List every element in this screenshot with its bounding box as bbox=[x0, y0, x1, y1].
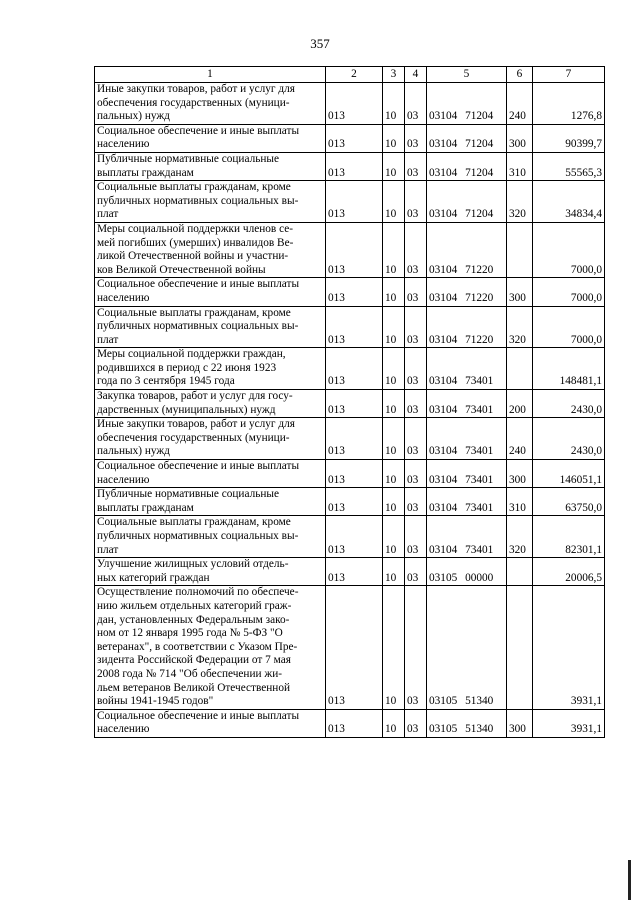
table-row bbox=[95, 709, 605, 737]
budget-table bbox=[94, 66, 605, 738]
row-name-line: Меры социальной поддержки граждан, bbox=[97, 348, 286, 361]
row-name bbox=[95, 306, 326, 348]
row-name bbox=[95, 278, 326, 306]
row-name bbox=[95, 488, 326, 516]
row-subsection: 03 bbox=[405, 222, 427, 277]
row-expense-type: 310 bbox=[507, 488, 533, 516]
row-target-article: 03104 71204 bbox=[427, 152, 507, 180]
row-amount: 2430,0 bbox=[533, 390, 605, 418]
row-subsection: 03 bbox=[405, 558, 427, 586]
row-name bbox=[95, 586, 326, 709]
row-name-line: Социальное обеспечение и иные выплаты bbox=[97, 278, 300, 291]
row-name-line: публичных нормативных социальных вы- bbox=[97, 320, 299, 333]
row-expense-type bbox=[507, 586, 533, 709]
row-amount: 20006,5 bbox=[533, 558, 605, 586]
row-name-line: ном от 12 января 1995 года № 5-ФЗ "О bbox=[97, 627, 283, 640]
row-name-line: года по 3 сентября 1945 года bbox=[97, 375, 235, 388]
row-name-line: плат bbox=[97, 543, 119, 556]
row-section: 10 bbox=[383, 83, 405, 125]
header-col-1: 1 bbox=[95, 67, 326, 83]
row-name-line: публичных нормативных социальных вы- bbox=[97, 194, 299, 207]
row-section: 10 bbox=[383, 278, 405, 306]
row-expense-type: 240 bbox=[507, 83, 533, 125]
row-ministry-code: 013 bbox=[326, 390, 383, 418]
row-name-line: населению bbox=[97, 473, 150, 486]
row-ministry-code: 013 bbox=[326, 488, 383, 516]
row-name-line: родившихся в период с 22 июня 1923 bbox=[97, 361, 277, 374]
row-name-line: публичных нормативных социальных вы- bbox=[97, 530, 299, 542]
row-target-article: 03104 71220 bbox=[427, 306, 507, 348]
row-name-line: ликой Отечественной войны и участни- bbox=[97, 250, 289, 263]
row-ministry-code: 013 bbox=[326, 83, 383, 125]
row-name-line: льем ветеранов Великой Отечественной bbox=[97, 681, 291, 694]
table-row bbox=[95, 124, 605, 152]
row-name-line: нию жильем отдельных категорий граж- bbox=[97, 599, 292, 612]
table-row bbox=[95, 152, 605, 180]
row-name-line: плат bbox=[97, 333, 119, 346]
row-expense-type: 300 bbox=[507, 709, 533, 737]
row-section: 10 bbox=[383, 460, 405, 488]
row-amount: 82301,1 bbox=[533, 516, 605, 558]
header-col-7: 7 bbox=[533, 67, 605, 83]
header-col-6: 6 bbox=[507, 67, 533, 83]
row-name-line: плат bbox=[97, 208, 119, 221]
row-amount: 1276,8 bbox=[533, 83, 605, 125]
row-target-article: 03104 73401 bbox=[427, 390, 507, 418]
row-amount: 7000,0 bbox=[533, 222, 605, 277]
row-subsection: 03 bbox=[405, 488, 427, 516]
row-section: 10 bbox=[383, 222, 405, 277]
table-row bbox=[95, 418, 605, 460]
row-name-line: Социальное обеспечение и иные выплаты bbox=[97, 460, 300, 473]
row-name-line: ных категорий граждан bbox=[97, 571, 210, 584]
row-ministry-code: 013 bbox=[326, 222, 383, 277]
table-row bbox=[95, 306, 605, 348]
row-amount: 7000,0 bbox=[533, 278, 605, 306]
row-target-article: 03105 51340 bbox=[427, 586, 507, 709]
row-section: 10 bbox=[383, 488, 405, 516]
row-subsection: 03 bbox=[405, 418, 427, 460]
row-name bbox=[95, 83, 326, 125]
row-name-line: выплаты гражданам bbox=[97, 501, 194, 514]
row-name-line: населению bbox=[97, 723, 150, 736]
row-ministry-code: 013 bbox=[326, 460, 383, 488]
row-expense-type bbox=[507, 222, 533, 277]
row-section: 10 bbox=[383, 124, 405, 152]
row-expense-type: 300 bbox=[507, 460, 533, 488]
header-col-2: 2 bbox=[326, 67, 383, 83]
row-ministry-code: 013 bbox=[326, 516, 383, 558]
table-body bbox=[95, 83, 605, 738]
table-row bbox=[95, 83, 605, 125]
row-amount: 7000,0 bbox=[533, 306, 605, 348]
row-name-line: дан, установленных Федеральным зако- bbox=[97, 613, 290, 626]
row-subsection: 03 bbox=[405, 390, 427, 418]
row-amount: 63750,0 bbox=[533, 488, 605, 516]
row-expense-type: 310 bbox=[507, 152, 533, 180]
row-section: 10 bbox=[383, 306, 405, 348]
row-expense-type bbox=[507, 558, 533, 586]
row-amount: 3931,1 bbox=[533, 709, 605, 737]
row-target-article: 03104 73401 bbox=[427, 516, 507, 558]
row-amount: 34834,4 bbox=[533, 181, 605, 223]
page-number: 357 bbox=[310, 36, 330, 51]
row-target-article: 03105 51340 bbox=[427, 709, 507, 737]
row-ministry-code: 013 bbox=[326, 181, 383, 223]
row-amount: 90399,7 bbox=[533, 124, 605, 152]
row-name-line: Закупка товаров, работ и услуг для госу- bbox=[97, 390, 293, 403]
row-expense-type bbox=[507, 348, 533, 390]
table-row bbox=[95, 558, 605, 586]
row-target-article: 03104 71220 bbox=[427, 222, 507, 277]
row-ministry-code: 013 bbox=[326, 306, 383, 348]
table-row bbox=[95, 460, 605, 488]
row-name bbox=[95, 516, 326, 558]
row-name-line: Публичные нормативные социальные bbox=[97, 488, 280, 501]
table-header bbox=[95, 67, 605, 83]
row-name bbox=[95, 558, 326, 586]
row-name-line: Меры социальной поддержки членов се- bbox=[97, 222, 293, 235]
table-row bbox=[95, 516, 605, 558]
row-name-line: обеспечения государственных (муници- bbox=[97, 431, 290, 444]
row-amount: 55565,3 bbox=[533, 152, 605, 180]
row-name-line: ветеранах", в соответствии с Указом Пре- bbox=[97, 640, 298, 653]
table-row bbox=[95, 488, 605, 516]
row-target-article: 03104 73401 bbox=[427, 460, 507, 488]
row-name-line: Социальные выплаты гражданам, кроме bbox=[97, 306, 291, 319]
row-name bbox=[95, 152, 326, 180]
row-ministry-code: 013 bbox=[326, 348, 383, 390]
header-row bbox=[95, 67, 605, 83]
row-target-article: 03104 73401 bbox=[427, 488, 507, 516]
row-name-line: обеспечения государственных (муници- bbox=[97, 96, 290, 109]
row-expense-type: 200 bbox=[507, 390, 533, 418]
row-ministry-code: 013 bbox=[326, 418, 383, 460]
row-name-line: Иные закупки товаров, работ и услуг для bbox=[97, 83, 295, 95]
row-ministry-code: 013 bbox=[326, 709, 383, 737]
row-expense-type: 320 bbox=[507, 306, 533, 348]
row-subsection: 03 bbox=[405, 124, 427, 152]
row-subsection: 03 bbox=[405, 181, 427, 223]
table-row bbox=[95, 586, 605, 709]
row-name bbox=[95, 460, 326, 488]
row-section: 10 bbox=[383, 152, 405, 180]
row-name-line: выплаты гражданам bbox=[97, 166, 194, 179]
row-name-line: Публичные нормативные социальные bbox=[97, 152, 280, 165]
row-section: 10 bbox=[383, 709, 405, 737]
row-target-article: 03104 71204 bbox=[427, 83, 507, 125]
row-name-line: дарственных (муниципальных) нужд bbox=[97, 403, 276, 416]
row-name-line: Социальное обеспечение и иные выплаты bbox=[97, 124, 300, 137]
row-section: 10 bbox=[383, 558, 405, 586]
row-expense-type: 320 bbox=[507, 516, 533, 558]
row-name bbox=[95, 418, 326, 460]
row-name bbox=[95, 124, 326, 152]
row-section: 10 bbox=[383, 418, 405, 460]
row-target-article: 03104 71220 bbox=[427, 278, 507, 306]
row-subsection: 03 bbox=[405, 460, 427, 488]
row-expense-type: 240 bbox=[507, 418, 533, 460]
row-name bbox=[95, 181, 326, 223]
row-subsection: 03 bbox=[405, 306, 427, 348]
row-name-line: 2008 года № 714 "Об обеспечении жи- bbox=[97, 667, 282, 680]
scan-edge-mark bbox=[628, 860, 631, 900]
row-section: 10 bbox=[383, 390, 405, 418]
row-name bbox=[95, 709, 326, 737]
row-target-article: 03104 73401 bbox=[427, 348, 507, 390]
row-subsection: 03 bbox=[405, 709, 427, 737]
row-section: 10 bbox=[383, 516, 405, 558]
table-row bbox=[95, 278, 605, 306]
row-name-line: населению bbox=[97, 291, 150, 304]
header-col-5: 5 bbox=[427, 67, 507, 83]
table-row bbox=[95, 390, 605, 418]
table-row bbox=[95, 181, 605, 223]
row-name-line: Иные закупки товаров, работ и услуг для bbox=[97, 418, 295, 431]
row-subsection: 03 bbox=[405, 278, 427, 306]
row-name-line: Социальные выплаты гражданам, кроме bbox=[97, 516, 291, 529]
row-expense-type: 300 bbox=[507, 124, 533, 152]
row-target-article: 03104 73401 bbox=[427, 418, 507, 460]
row-section: 10 bbox=[383, 348, 405, 390]
row-target-article: 03105 00000 bbox=[427, 558, 507, 586]
table-row bbox=[95, 348, 605, 390]
row-expense-type: 320 bbox=[507, 181, 533, 223]
row-subsection: 03 bbox=[405, 348, 427, 390]
row-amount: 146051,1 bbox=[533, 460, 605, 488]
table-row bbox=[95, 222, 605, 277]
row-ministry-code: 013 bbox=[326, 558, 383, 586]
row-name-line: мей погибших (умерших) инвалидов Ве- bbox=[97, 236, 294, 249]
row-name-line: Улучшение жилищных условий отдель- bbox=[97, 558, 289, 571]
row-section: 10 bbox=[383, 181, 405, 223]
row-target-article: 03104 71204 bbox=[427, 124, 507, 152]
row-name-line: пальных) нужд bbox=[97, 110, 170, 123]
row-subsection: 03 bbox=[405, 152, 427, 180]
row-name bbox=[95, 348, 326, 390]
row-ministry-code: 013 bbox=[326, 586, 383, 709]
row-ministry-code: 013 bbox=[326, 278, 383, 306]
header-col-3: 3 bbox=[383, 67, 405, 83]
row-name bbox=[95, 390, 326, 418]
row-target-article: 03104 71204 bbox=[427, 181, 507, 223]
header-col-4: 4 bbox=[405, 67, 427, 83]
row-ministry-code: 013 bbox=[326, 152, 383, 180]
row-name-line: пальных) нужд bbox=[97, 445, 170, 458]
row-expense-type: 300 bbox=[507, 278, 533, 306]
row-name-line: ков Великой Отечественной войны bbox=[97, 263, 266, 276]
row-name-line: зидента Российской Федерации от 7 мая bbox=[97, 654, 291, 667]
row-subsection: 03 bbox=[405, 83, 427, 125]
row-name bbox=[95, 222, 326, 277]
row-amount: 3931,1 bbox=[533, 586, 605, 709]
row-section: 10 bbox=[383, 586, 405, 709]
row-ministry-code: 013 bbox=[326, 124, 383, 152]
row-name-line: Осуществление полномочий по обеспече- bbox=[97, 586, 299, 599]
row-name-line: населению bbox=[97, 138, 150, 151]
row-name-line: Социальное обеспечение и иные выплаты bbox=[97, 709, 300, 722]
row-name-line: Социальные выплаты гражданам, кроме bbox=[97, 181, 291, 194]
row-subsection: 03 bbox=[405, 586, 427, 709]
row-name-line: войны 1941-1945 годов" bbox=[97, 695, 214, 708]
row-subsection: 03 bbox=[405, 516, 427, 558]
row-amount: 2430,0 bbox=[533, 418, 605, 460]
row-amount: 148481,1 bbox=[533, 348, 605, 390]
